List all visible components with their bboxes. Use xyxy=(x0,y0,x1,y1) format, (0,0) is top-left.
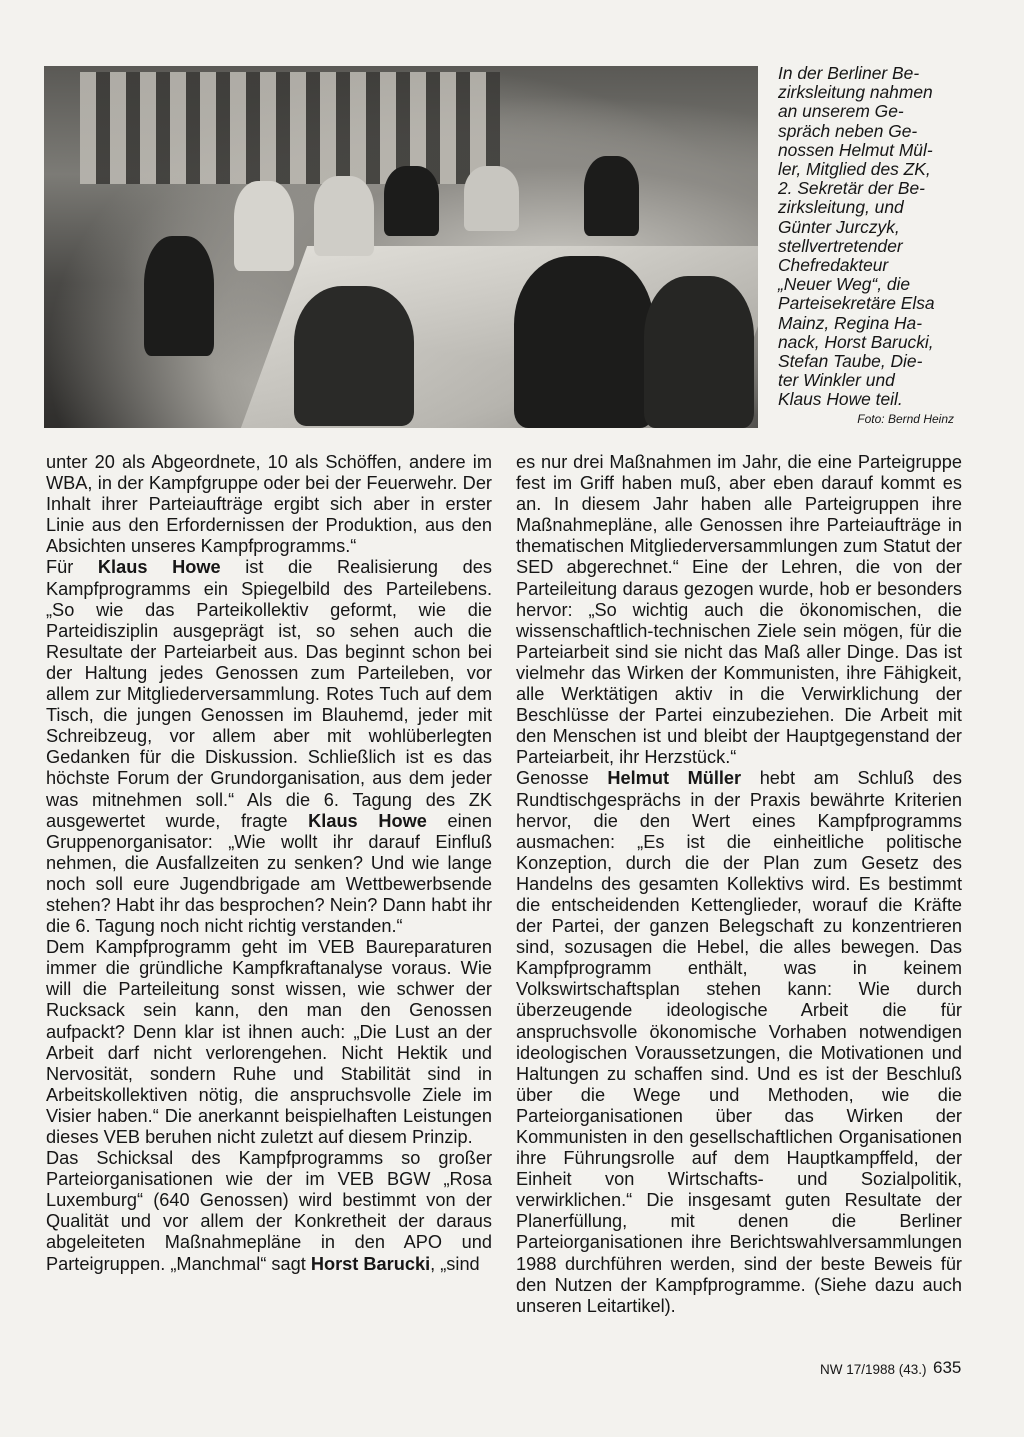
name-klaus-howe: Klaus Howe xyxy=(308,810,427,831)
paragraph: Dem Kampfprogramm geht im VEB Baureparaturen immer die gründliche Kampfkraftanalyse voraus. Wie will die Parteileitung sonst wissen, wie schwer der Rucksack sein kann, den man den Genossen aufpackt? Denn klar ist ihnen auch: „Die Lust an der Arbeit darf nicht verlorengehen. Nicht Hektik und Nervosität, sondern Ruhe und Stabilität sind in Arbeitskollektiven nötig, die anspruchsvolle Ziele im Visier haben.“ Die anerkannt beispielhaften Leistungen dieses VEB beruhen nicht zuletzt auf diesem Prinzip. xyxy=(46,937,492,1147)
portrait-board xyxy=(80,72,500,184)
paragraph: unter 20 als Abgeordnete, 10 als Schöffen, andere im WBA, in der Kampfgruppe oder bei der Feuerwehr. Der Inhalt ihrer Parteiaufträge ergibt sich aber in erster Linie aus den Erfordernissen der Produktion, aus den Absichten unseres Kampfprogramms.“ xyxy=(46,452,492,557)
paragraph: Genosse Helmut Müller hebt am Schluß des Rundtischgesprächs in der Praxis bewährte Kriterien hervor, die den Wert eines Kampfprogramms ausmachen: „Es ist die einheitliche politische Konzeption, durch die der Plan zum Gesetz des Handelns des gesamten Kollektivs wird. Es bestimmt die entscheidenden Kettenglieder, worauf die Kräfte der Partei, der ganzen Belegschaft zu konzentrieren sind, sozusagen die Hebel, die alles bewegen. Das Kampfprogramm enthält, was in keinem Volkswirtschaftsplan stehen kann: Wie durch überzeugende ideologische Arbeit die für anspruchsvolle ökonomische Vorhaben notwendigen ideologischen Voraussetzungen, die Motivationen und Haltungen zu schaffen sind. Und es ist der Beschluß über die Wege und Methoden, wie die Parteiorganisationen über das Wirken der Kommunisten in den gesellschaftlichen Organisationen ihre Führungsrolle auf dem Hauptkampffeld, der Einheit von Wirtschafts- und Sozialpolitik, verwirklichen.“ Die insgesamt guten Resultate der Planerfüllung, mit denen die Berliner Parteiorganisationen ihre Berichtswahlversammlungen 1988 durchführen werden, sind der beste Beweis für den Nutzen der Kampfprogramme. (Siehe dazu auch unseren Leitartikel). xyxy=(516,768,962,1316)
paragraph: es nur drei Maßnahmen im Jahr, die eine Parteigruppe fest im Griff haben muß, aber eben darauf kommt es an. In diesem Jahr haben alle Parteigruppen ihre Maßnahmepläne, alle Genossen ihre Parteiaufträge in thematischen Mitgliederversammlungen zum Statut der SED abgerechnet.“ Eine der Lehren, die von der Parteileitung daraus gezogen wurde, hob er besonders hervor: „So wichtig auch die ökonomischen, die wissenschaftlich-technischen Ziele sein mögen, für die Parteiarbeit sind sie nicht das Maß aller Dinge. Das ist vielmehr das Wirken der Kommunisten, ihre Fähigkeit, alle Werktätigen aktiv in die Verwirklichung der Beschlüsse der Partei einzubeziehen. Die Arbeit mit den Menschen ist und bleibt der Hauptgegenstand der Parteiarbeit, ihr Herzstück.“ xyxy=(516,452,962,768)
name-helmut-mueller: Helmut Müller xyxy=(607,768,742,789)
page-number: 635 xyxy=(933,1358,962,1377)
meeting-photo xyxy=(44,66,758,428)
name-klaus-howe: Klaus Howe xyxy=(97,557,221,578)
left-column xyxy=(46,452,492,1275)
right-column xyxy=(516,452,962,1317)
issue-reference: NW 17/1988 (43.) xyxy=(820,1362,927,1377)
name-horst-barucki: Horst Barucki xyxy=(310,1253,431,1274)
paragraph: Für Klaus Howe ist die Realisierung des Kampfprogramms ein Spiegelbild des Parteilebens. „So wie das Parteikollektiv geformt, wie die Parteidisziplin ausgeprägt ist, so sehen auch die Resultate der Parteiarbeit aus. Das beginnt schon bei der Haltung jedes Genossen zum Parteileben, vor allem zur Mitgliederversammlung. Rotes Tuch auf dem Tisch, die jungen Genossen im Blauhemd, jeder mit Schreibzeug, vor allem aber mit wohlüberlegten Gedanken für die Diskussion. Schließlich ist es das höchste Forum der Grundorganisation, aus dem jeder was mitnehmen soll.“ Als die 6. Tagung des ZK ausgewertet wurde, fragte Klaus Howe einen Gruppenorganisator: „Wie wollt ihr darauf Einfluß nehmen, die Ausfallzeiten zu senken? Und wie lange noch soll eure Jugendbrigade am Wettbewerbsende stehen? Habt ihr das besprochen? Nein? Dann habt ihr die 6. Tagung noch nicht richtig verstanden.“ xyxy=(46,557,492,937)
photo-credit: Foto: Bernd Heinz xyxy=(857,412,954,426)
photo-caption: In der Berliner Be- zirksleitung nahmen an unserem Ge- spräch neben Ge- nossen Helmut Mül- ler, Mitglied des ZK, 2. Sekretär der Be- zirksleitung, und Günter Jurczyk, stellvertretender Chefredakteur „Neuer Weg“, die Parteisekretäre Elsa Mainz, Regina Ha- nack, Horst Barucki, Stefan Taube, Die- ter Winkler und Klaus Howe teil. xyxy=(778,63,935,410)
paragraph: Das Schicksal des Kampfprogramms so großer Parteiorganisationen wie der im VEB BGW „Rosa Luxemburg“ (640 Genossen) wird bestimmt von der Qualität und vor allem der Konkretheit der daraus abgeleiteten Maßnahmepläne in den APO und Parteigruppen. „Manchmal“ sagt Horst Barucki, „sind xyxy=(46,1148,492,1274)
